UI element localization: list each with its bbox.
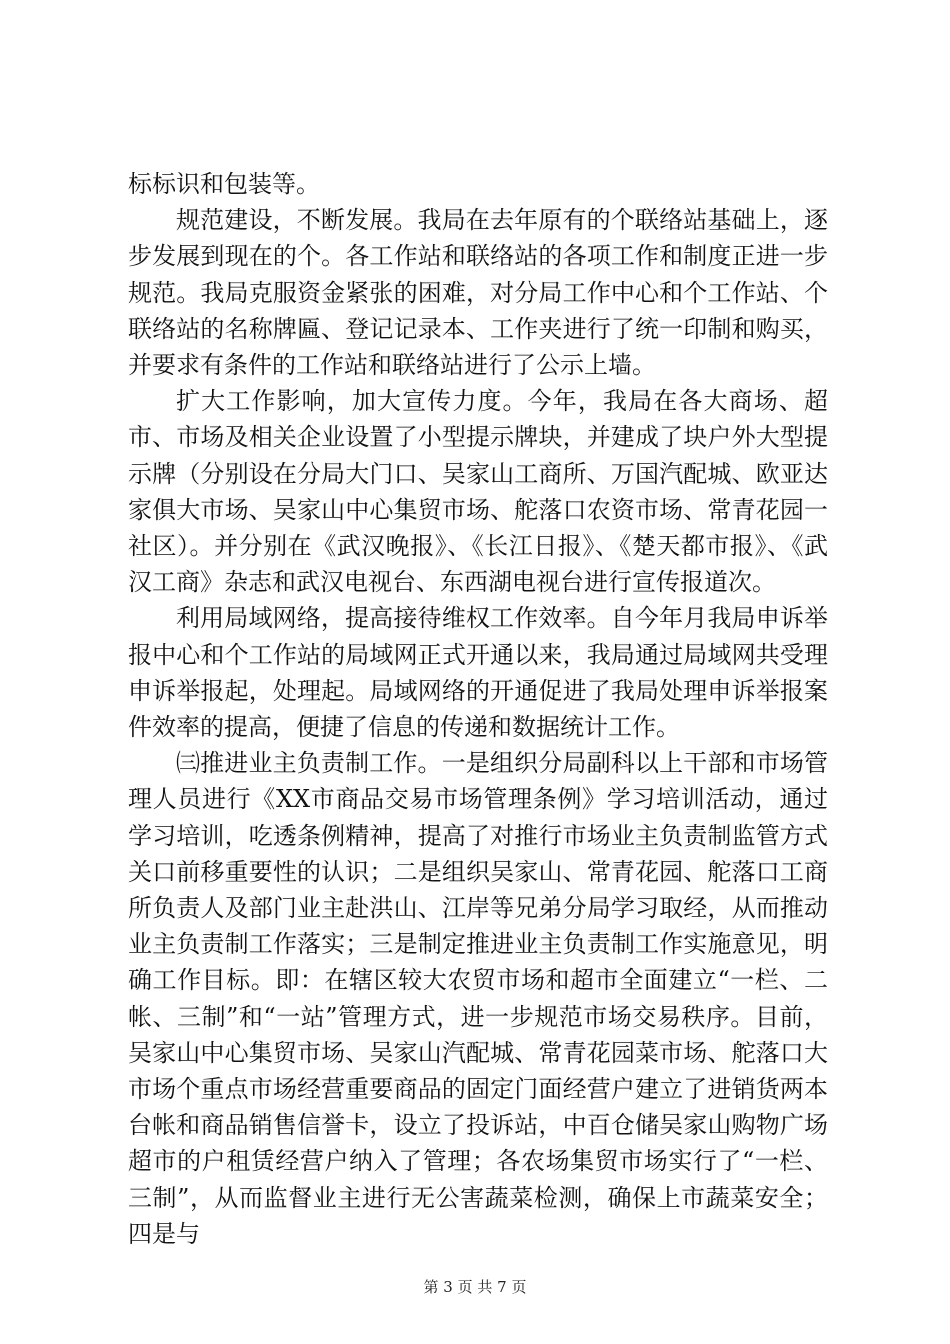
paragraph-lan-network: 利用局域网络，提高接待维权工作效率。自今年月我局申诉举报中心和个工作站的局域网正式开通以来，我局通过局域网共受理申诉举报起，处理起。局域网络的开通促进了我局处理申诉举报案件效率的提高，便捷了信息的传递和数据统计工作。 [128, 604, 828, 742]
page-footer: 第 3 页 共 7 页 [423, 1278, 527, 1296]
paragraph-continuation: 标标识和包装等。 [128, 170, 320, 198]
document-body [128, 166, 828, 1252]
paragraph-publicity: 扩大工作影响，加大宣传力度。今年，我局在各大商场、超市、市场及相关企业设置了小型提示牌块，并建成了块户外大型提示牌（分别设在分局大门口、吴家山工商所、万国汽配城、欧亚达家俱大市场、吴家山中心集贸市场、舵落口农资市场、常青花园一社区）。并分别在《武汉晚报》、《长江日报》、《楚天都市报》、《武汉工商》杂志和武汉电视台、东西湖电视台进行宣传报道次。 [128, 387, 828, 597]
paragraph-owner-responsibility: ㈢推进业主负责制工作。一是组织分局副科以上干部和市场管理人员进行《XX市商品交易市场管理条例》学习培训活动，通过学习培训，吃透条例精神，提高了对推行市场业主负责制监管方式关口前移重要性的认识；二是组织吴家山、常青花园、舵落口工商所负责人及部门业主赴洪山、江岸等兄弟分局学习取经，从而推动业主负责制工作落实；三是制定推进业主负责制工作实施意见，明确工作目标。即：在辖区较大农贸市场和超市全面建立“一栏、二帐、三制”和“一站”管理方式，进一步规范市场交易秩序。目前，吴家山中心集贸市场、吴家山汽配城、常青花园菜市场、舵落口大市场个重点市场经营重要商品的固定门面经营户建立了进销货两本台帐和商品销售信誉卡，设立了投诉站，中百仓储吴家山购物广场超市的户租赁经营户纳入了管理；各农场集贸市场实行了“一栏、三制”，从而监督业主进行无公害蔬菜检测，确保上市蔬菜安全；四是与 [128, 749, 828, 1248]
paragraph-standardized-construction: 规范建设，不断发展。我局在去年原有的个联络站基础上，逐步发展到现在的个。各工作站和联络站的各项工作和制度正进一步规范。我局克服资金紧张的困难，对分局工作中心和个工作站、个联络站的名称牌匾、登记记录本、工作夹进行了统一印制和购买，并要求有条件的工作站和联络站进行了公示上墙。 [128, 206, 828, 380]
